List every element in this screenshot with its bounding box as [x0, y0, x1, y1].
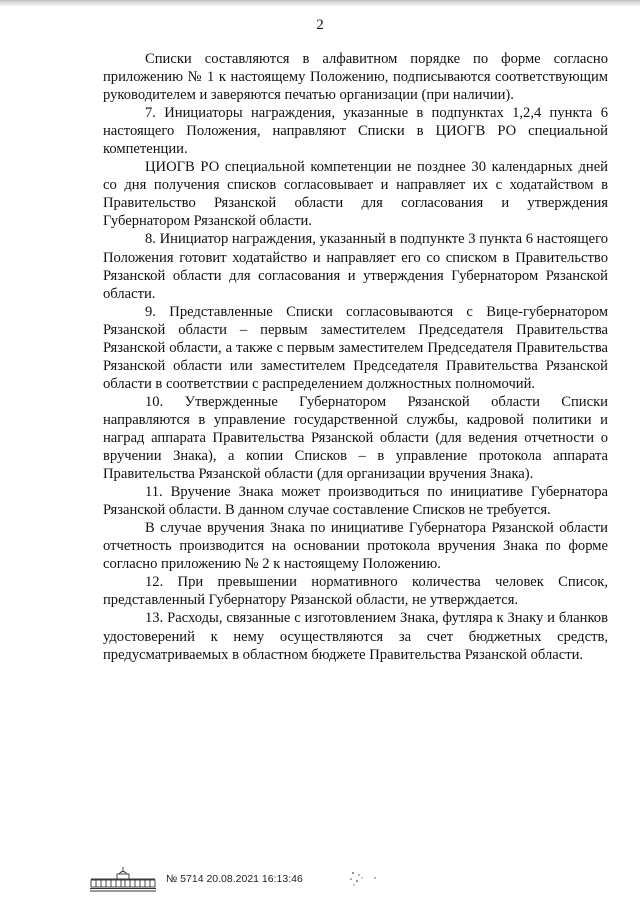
paragraph-item-12: 12. При превышении нормативного количества человек Список, представленный Губернатору Рязанской области, не утверждается. — [103, 574, 608, 609]
scan-edge — [0, 0, 640, 8]
paragraph-item-8: 8. Инициатор награждения, указанный в подпункте 3 пункта 6 настоящего Положения готовит ходатайство и направляет его со списком в Правительство Рязанской области для согласования и утверждения Губернатором Рязанской области. — [103, 231, 609, 302]
paragraph-item-11: 11. Вручение Знака может производиться по инициативе Губернатора Рязанской области. В данном случае составление Списков не требуется. — [103, 484, 608, 519]
building-emblem-icon — [89, 866, 157, 892]
paragraph-item-9: 9. Представленные Списки согласовываются с Вице-губернатором Рязанской области – первым заместителем Председателя Правительства Рязанской области, а также с первым заместителем Председателя Правительства Рязанской области или заместителем Председателя Правительства Рязанской области в соответствии с распределением должностных полномочий. — [103, 303, 608, 392]
page-number: 2 — [316, 17, 324, 33]
paragraph-lists-format: Списки составляются в алфавитном порядке по форме согласно приложению № 1 к настоящему Положению, подписываются соответствующим руководителем и заверяются печатью организации (при наличии). — [103, 51, 608, 104]
paragraph-item-7-ciogv: ЦИОГВ РО специальной компетенции не позднее 30 календарных дней со дня получения списков согласовывает и направляет их с ходатайством в Правительство Рязанской области для согласования и утверждения Губернатором Рязанской области. — [103, 159, 608, 230]
paragraph-item-10: 10. Утвержденные Губернатором Рязанской области Списки направляются в управление государственной службы, кадровой политики и наград аппарата Правительства Рязанской области (для ведения отчетности о вручении Знака), а копии Списков – в управление протокола аппарата Правительства Рязанской области (для организации вручения Знака). — [103, 393, 608, 483]
scan-artifact-marks — [345, 868, 385, 890]
paragraph-item-13: 13. Расходы, связанные с изготовлением Знака, футляра к Знаку и бланков удостоверений к нему осуществляются за счет бюджетных средств, предусматриваемых в областном бюджете Правительства Рязанской области. — [103, 610, 608, 663]
paragraph-item-7: 7. Инициаторы награждения, указанные в подпунктах 1,2,4 пункта 6 настоящего Положения, направляют Списки в ЦИОГВ РО специальной компетенции. — [103, 105, 608, 158]
document-body — [103, 50, 608, 664]
paragraph-item-11-reporting: В случае вручения Знака по инициативе Губернатора Рязанской области отчетность производится на основании протокола вручения Знака по форме согласно приложению № 2 к настоящему Положению. — [103, 520, 608, 573]
registration-number: № 5714 20.08.2021 16:13:46 — [166, 873, 303, 885]
